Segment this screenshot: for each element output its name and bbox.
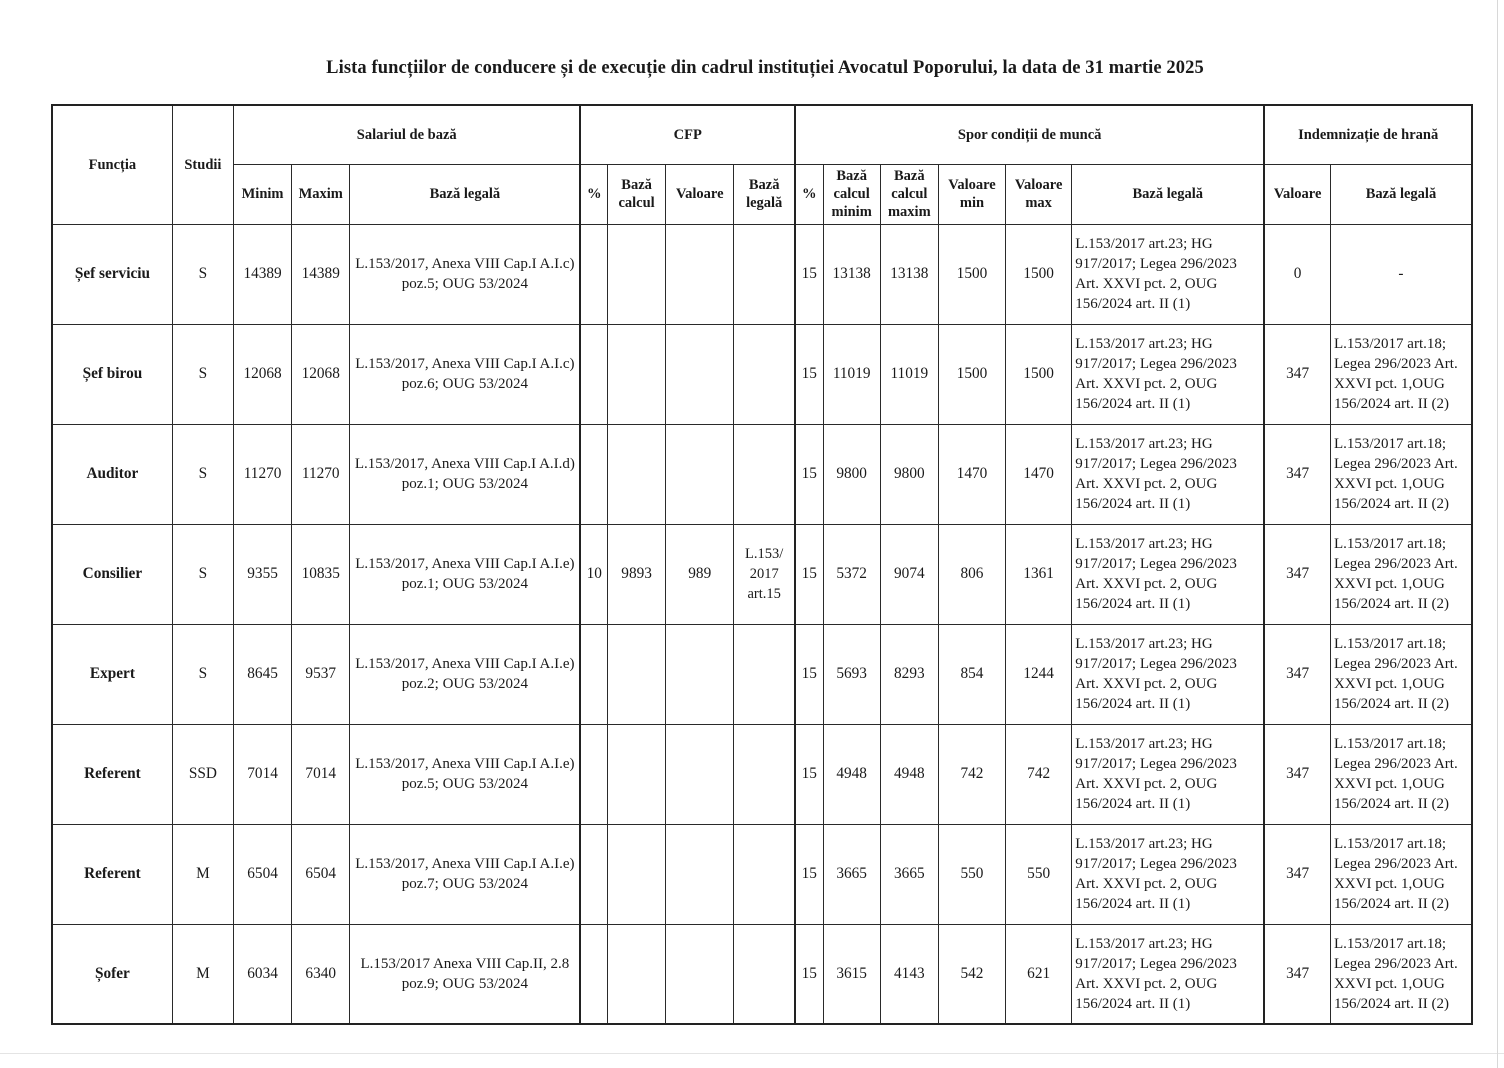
cell-cfp-legal xyxy=(734,824,795,924)
cell-spor-bmax: 4948 xyxy=(880,724,938,824)
cell-functia: Șofer xyxy=(52,924,172,1024)
table-row xyxy=(52,724,1472,824)
header-row-sub xyxy=(52,164,1472,224)
cell-cfp-baza xyxy=(608,224,666,324)
cell-cfp-baza: 9893 xyxy=(608,524,666,624)
group-spor: Spor condiții de muncă xyxy=(795,105,1264,164)
cell-spor-vmax: 1470 xyxy=(1006,424,1072,524)
cell-studii: S xyxy=(172,424,233,524)
cell-hrana-legal: L.153/2017 art.18; Legea 296/2023 Art. XXVI pct. 1,OUG 156/2024 art. II (2) xyxy=(1330,824,1472,924)
cell-functia: Referent xyxy=(52,824,172,924)
cell-hrana-legal: L.153/2017 art.18; Legea 296/2023 Art. XXVI pct. 1,OUG 156/2024 art. II (2) xyxy=(1330,524,1472,624)
cell-minim: 6034 xyxy=(233,924,291,1024)
table-row xyxy=(52,924,1472,1024)
cell-cfp-baza xyxy=(608,824,666,924)
cell-minim: 9355 xyxy=(233,524,291,624)
cell-cfp-legal xyxy=(734,924,795,1024)
cell-functia: Șef serviciu xyxy=(52,224,172,324)
cell-spor-pct: 15 xyxy=(795,524,823,624)
cell-cfp-val xyxy=(666,424,734,524)
cell-maxim: 10835 xyxy=(292,524,350,624)
col-cfp-valoare: Valoare xyxy=(666,164,734,224)
cell-studii: S xyxy=(172,224,233,324)
col-cfp-baza-legala: Bază legală xyxy=(734,164,795,224)
cell-sal-legal: L.153/2017, Anexa VIII Cap.I A.I.c) poz.6; OUG 53/2024 xyxy=(350,324,581,424)
cell-spor-vmax: 621 xyxy=(1006,924,1072,1024)
scan-edge-right xyxy=(1497,0,1498,1068)
cell-cfp-val xyxy=(666,624,734,724)
cell-spor-vmin: 854 xyxy=(938,624,1005,724)
cell-spor-bmax: 13138 xyxy=(880,224,938,324)
cell-sal-legal: L.153/2017, Anexa VIII Cap.I A.I.e) poz.5; OUG 53/2024 xyxy=(350,724,581,824)
table-row xyxy=(52,224,1472,324)
cell-cfp-pct xyxy=(580,224,607,324)
cell-cfp-baza xyxy=(608,324,666,424)
cell-cfp-baza xyxy=(608,924,666,1024)
cell-spor-bmax: 9800 xyxy=(880,424,938,524)
cell-cfp-pct: 10 xyxy=(580,524,607,624)
cell-cfp-pct xyxy=(580,824,607,924)
cell-studii: S xyxy=(172,524,233,624)
cell-spor-bmax: 11019 xyxy=(880,324,938,424)
col-sal-minim: Minim xyxy=(233,164,291,224)
cell-cfp-pct xyxy=(580,324,607,424)
cell-spor-bmin: 3615 xyxy=(823,924,880,1024)
col-hrana-baza-legala: Bază legală xyxy=(1330,164,1472,224)
col-spor-val-min: Valoare min xyxy=(938,164,1005,224)
cell-spor-pct: 15 xyxy=(795,624,823,724)
cell-sal-legal: L.153/2017, Anexa VIII Cap.I A.I.c) poz.5; OUG 53/2024 xyxy=(350,224,581,324)
cell-spor-bmin: 5372 xyxy=(823,524,880,624)
header-row-top xyxy=(52,105,1472,164)
functions-table xyxy=(51,104,1473,1025)
col-hrana-valoare: Valoare xyxy=(1264,164,1330,224)
table-row xyxy=(52,324,1472,424)
cell-spor-vmax: 1244 xyxy=(1006,624,1072,724)
cell-spor-vmin: 742 xyxy=(938,724,1005,824)
col-sal-baza-legala: Bază legală xyxy=(350,164,581,224)
cell-sal-legal: L.153/2017 Anexa VIII Cap.II, 2.8 poz.9; OUG 53/2024 xyxy=(350,924,581,1024)
cell-cfp-val xyxy=(666,724,734,824)
cell-sal-legal: L.153/2017, Anexa VIII Cap.I A.I.d) poz.1; OUG 53/2024 xyxy=(350,424,581,524)
cell-maxim: 7014 xyxy=(292,724,350,824)
cell-cfp-legal xyxy=(734,424,795,524)
cell-spor-pct: 15 xyxy=(795,424,823,524)
cell-functia: Șef birou xyxy=(52,324,172,424)
cell-cfp-legal xyxy=(734,324,795,424)
cell-cfp-legal xyxy=(734,624,795,724)
cell-cfp-baza xyxy=(608,424,666,524)
cell-hrana-legal: L.153/2017 art.18; Legea 296/2023 Art. XXVI pct. 1,OUG 156/2024 art. II (2) xyxy=(1330,624,1472,724)
cell-spor-legal: L.153/2017 art.23; HG 917/2017; Legea 296/2023 Art. XXVI pct. 2, OUG 156/2024 art. II (1) xyxy=(1072,324,1265,424)
cell-spor-vmax: 1500 xyxy=(1006,324,1072,424)
cell-spor-bmax: 8293 xyxy=(880,624,938,724)
cell-spor-legal: L.153/2017 art.23; HG 917/2017; Legea 296/2023 Art. XXVI pct. 2, OUG 156/2024 art. II (1) xyxy=(1072,924,1265,1024)
cell-spor-vmax: 742 xyxy=(1006,724,1072,824)
cell-hrana-val: 347 xyxy=(1264,824,1330,924)
cell-spor-legal: L.153/2017 art.23; HG 917/2017; Legea 296/2023 Art. XXVI pct. 2, OUG 156/2024 art. II (1) xyxy=(1072,624,1265,724)
col-sal-maxim: Maxim xyxy=(292,164,350,224)
cell-cfp-legal xyxy=(734,724,795,824)
cell-spor-legal: L.153/2017 art.23; HG 917/2017; Legea 296/2023 Art. XXVI pct. 2, OUG 156/2024 art. II (1) xyxy=(1072,524,1265,624)
cell-studii: M xyxy=(172,824,233,924)
col-spor-val-max: Valoare max xyxy=(1006,164,1072,224)
cell-cfp-baza xyxy=(608,624,666,724)
cell-sal-legal: L.153/2017, Anexa VIII Cap.I A.I.e) poz.7; OUG 53/2024 xyxy=(350,824,581,924)
cell-spor-vmax: 1361 xyxy=(1006,524,1072,624)
cell-cfp-val xyxy=(666,924,734,1024)
col-spor-baza-max: Bază calcul maxim xyxy=(880,164,938,224)
cell-spor-pct: 15 xyxy=(795,324,823,424)
cell-spor-pct: 15 xyxy=(795,224,823,324)
cell-spor-bmin: 4948 xyxy=(823,724,880,824)
cell-cfp-pct xyxy=(580,624,607,724)
cell-spor-bmax: 3665 xyxy=(880,824,938,924)
col-cfp-pct: % xyxy=(580,164,607,224)
col-cfp-baza-calcul: Bază calcul xyxy=(608,164,666,224)
cell-spor-pct: 15 xyxy=(795,924,823,1024)
document-title: Lista funcțiilor de conducere și de execuție din cadrul instituției Avocatul Poporului, la data de 31 martie 2025 xyxy=(326,58,1204,78)
cell-hrana-val: 347 xyxy=(1264,424,1330,524)
cell-minim: 6504 xyxy=(233,824,291,924)
cell-spor-bmin: 11019 xyxy=(823,324,880,424)
cell-hrana-val: 0 xyxy=(1264,224,1330,324)
cell-hrana-legal: L.153/2017 art.18; Legea 296/2023 Art. XXVI pct. 1,OUG 156/2024 art. II (2) xyxy=(1330,424,1472,524)
cell-sal-legal: L.153/2017, Anexa VIII Cap.I A.I.e) poz.2; OUG 53/2024 xyxy=(350,624,581,724)
table-row xyxy=(52,424,1472,524)
cell-spor-pct: 15 xyxy=(795,724,823,824)
cell-spor-legal: L.153/2017 art.23; HG 917/2017; Legea 296/2023 Art. XXVI pct. 2, OUG 156/2024 art. II (1) xyxy=(1072,224,1265,324)
cell-spor-bmin: 5693 xyxy=(823,624,880,724)
cell-spor-bmin: 3665 xyxy=(823,824,880,924)
cell-cfp-val: 989 xyxy=(666,524,734,624)
cell-maxim: 6504 xyxy=(292,824,350,924)
cell-spor-vmin: 542 xyxy=(938,924,1005,1024)
cell-spor-vmin: 806 xyxy=(938,524,1005,624)
cell-studii: SSD xyxy=(172,724,233,824)
col-functia: Funcția xyxy=(52,105,172,224)
cell-hrana-legal: L.153/2017 art.18; Legea 296/2023 Art. XXVI pct. 1,OUG 156/2024 art. II (2) xyxy=(1330,324,1472,424)
cell-spor-vmin: 1470 xyxy=(938,424,1005,524)
table-row xyxy=(52,524,1472,624)
cell-minim: 14389 xyxy=(233,224,291,324)
group-salariul: Salariul de bază xyxy=(233,105,580,164)
cell-studii: S xyxy=(172,324,233,424)
cell-functia: Expert xyxy=(52,624,172,724)
cell-cfp-val xyxy=(666,324,734,424)
cell-maxim: 11270 xyxy=(292,424,350,524)
cell-cfp-pct xyxy=(580,924,607,1024)
cell-cfp-legal xyxy=(734,224,795,324)
cell-spor-bmin: 9800 xyxy=(823,424,880,524)
cell-minim: 8645 xyxy=(233,624,291,724)
cell-functia: Referent xyxy=(52,724,172,824)
col-spor-baza-legala: Bază legală xyxy=(1072,164,1265,224)
cell-cfp-pct xyxy=(580,424,607,524)
cell-hrana-val: 347 xyxy=(1264,924,1330,1024)
cell-hrana-val: 347 xyxy=(1264,624,1330,724)
table-row xyxy=(52,824,1472,924)
cell-spor-vmin: 550 xyxy=(938,824,1005,924)
cell-maxim: 12068 xyxy=(292,324,350,424)
cell-hrana-legal: - xyxy=(1330,224,1472,324)
cell-hrana-val: 347 xyxy=(1264,324,1330,424)
cell-cfp-pct xyxy=(580,724,607,824)
cell-functia: Consilier xyxy=(52,524,172,624)
cell-cfp-legal: L.153/ 2017 art.15 xyxy=(734,524,795,624)
cell-maxim: 6340 xyxy=(292,924,350,1024)
table-row xyxy=(52,624,1472,724)
cell-minim: 7014 xyxy=(233,724,291,824)
group-hrana: Indemnizație de hrană xyxy=(1264,105,1472,164)
cell-spor-legal: L.153/2017 art.23; HG 917/2017; Legea 296/2023 Art. XXVI pct. 2, OUG 156/2024 art. II (1) xyxy=(1072,424,1265,524)
cell-functia: Auditor xyxy=(52,424,172,524)
group-cfp: CFP xyxy=(580,105,795,164)
cell-hrana-val: 347 xyxy=(1264,524,1330,624)
cell-studii: M xyxy=(172,924,233,1024)
col-spor-pct: % xyxy=(795,164,823,224)
cell-spor-legal: L.153/2017 art.23; HG 917/2017; Legea 296/2023 Art. XXVI pct. 2, OUG 156/2024 art. II (1) xyxy=(1072,724,1265,824)
cell-spor-bmin: 13138 xyxy=(823,224,880,324)
col-spor-baza-min: Bază calcul minim xyxy=(823,164,880,224)
cell-spor-vmax: 1500 xyxy=(1006,224,1072,324)
cell-spor-legal: L.153/2017 art.23; HG 917/2017; Legea 296/2023 Art. XXVI pct. 2, OUG 156/2024 art. II (1) xyxy=(1072,824,1265,924)
cell-spor-vmin: 1500 xyxy=(938,324,1005,424)
cell-maxim: 14389 xyxy=(292,224,350,324)
cell-studii: S xyxy=(172,624,233,724)
cell-maxim: 9537 xyxy=(292,624,350,724)
cell-spor-pct: 15 xyxy=(795,824,823,924)
cell-minim: 11270 xyxy=(233,424,291,524)
cell-sal-legal: L.153/2017, Anexa VIII Cap.I A.I.e) poz.1; OUG 53/2024 xyxy=(350,524,581,624)
scan-edge-bottom xyxy=(0,1053,1504,1054)
cell-hrana-legal: L.153/2017 art.18; Legea 296/2023 Art. XXVI pct. 1,OUG 156/2024 art. II (2) xyxy=(1330,924,1472,1024)
cell-cfp-val xyxy=(666,824,734,924)
cell-spor-vmax: 550 xyxy=(1006,824,1072,924)
cell-hrana-val: 347 xyxy=(1264,724,1330,824)
cell-hrana-legal: L.153/2017 art.18; Legea 296/2023 Art. XXVI pct. 1,OUG 156/2024 art. II (2) xyxy=(1330,724,1472,824)
cell-spor-bmax: 4143 xyxy=(880,924,938,1024)
cell-spor-bmax: 9074 xyxy=(880,524,938,624)
cell-cfp-val xyxy=(666,224,734,324)
cell-spor-vmin: 1500 xyxy=(938,224,1005,324)
cell-cfp-baza xyxy=(608,724,666,824)
cell-minim: 12068 xyxy=(233,324,291,424)
col-studii: Studii xyxy=(172,105,233,224)
